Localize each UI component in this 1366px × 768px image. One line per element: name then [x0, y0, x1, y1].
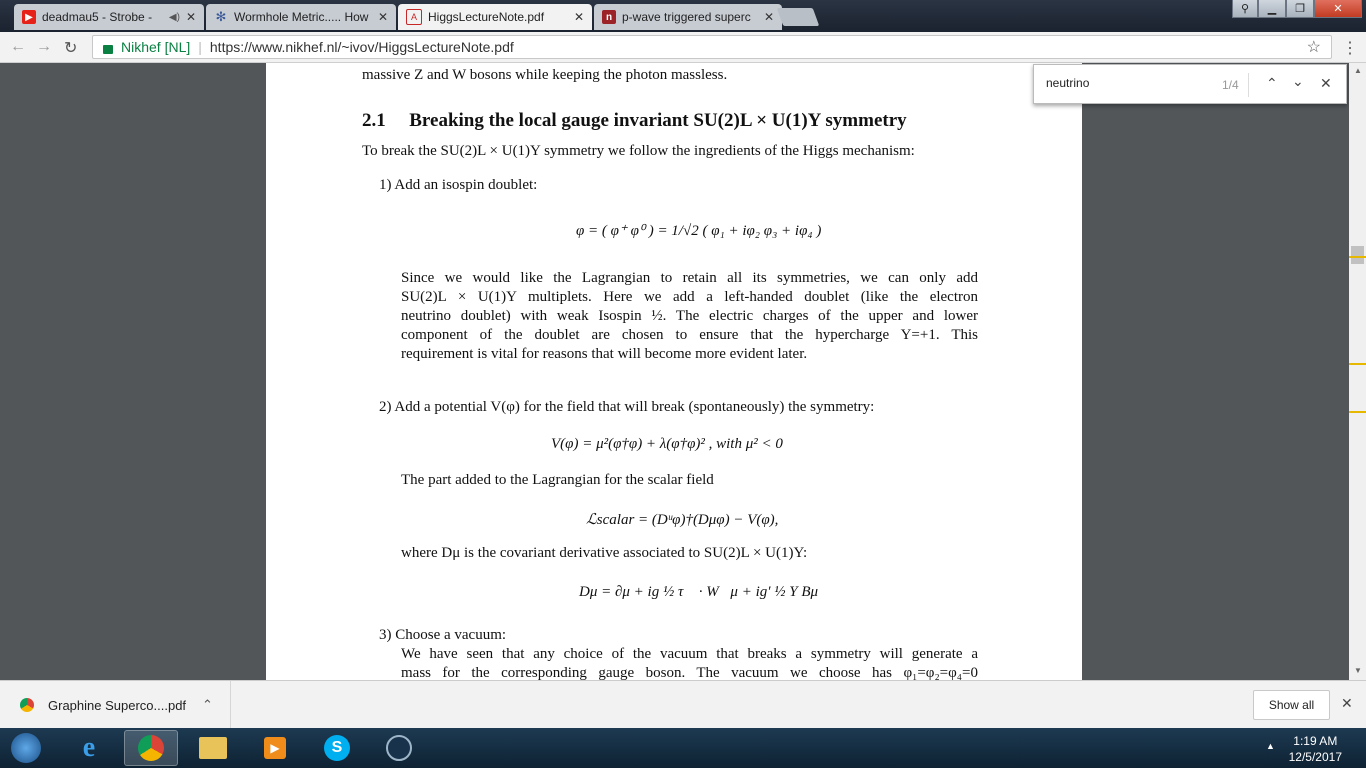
taskbar-skype[interactable]: [310, 730, 364, 766]
pdf-page: [266, 63, 1082, 680]
back-icon[interactable]: ←: [10, 38, 26, 55]
close-icon[interactable]: ✕: [185, 10, 196, 24]
section-number: 2.1: [362, 110, 386, 131]
tab-title: p-wave triggered superc: [622, 10, 751, 24]
menu-icon[interactable]: ⋮: [1342, 40, 1358, 57]
chrome-file-icon: [20, 698, 34, 712]
windows-logo-icon: [11, 733, 41, 763]
download-filename: Graphine Superco....pdf: [48, 697, 187, 713]
step-1-title: 1) Add an isospin doublet:: [379, 177, 538, 193]
divider: [1248, 73, 1249, 97]
chevron-down-icon[interactable]: ⌄: [1292, 73, 1304, 89]
scrollbar[interactable]: [1349, 63, 1366, 680]
scroll-down-icon[interactable]: ▼: [1354, 666, 1362, 675]
tab-pwave[interactable]: [594, 4, 782, 30]
new-tab-button[interactable]: [777, 8, 820, 26]
match-marker: [1349, 411, 1366, 413]
intro-tail: massive Z and W bosons while keeping the photon massless.: [362, 67, 728, 83]
internet-explorer-icon: e: [82, 732, 96, 763]
tab-youtube[interactable]: [14, 4, 204, 30]
show-all-button[interactable]: Show all: [1253, 690, 1330, 720]
taskbar: [0, 728, 1366, 768]
chrome-icon: [138, 735, 164, 761]
divider: |: [198, 39, 202, 55]
scroll-up-icon[interactable]: ▲: [1354, 66, 1362, 75]
text-line: neutrino doublet) with weak Isospin ½. The electric charges of the upper and lower: [401, 308, 978, 324]
close-icon[interactable]: ✕: [763, 10, 774, 24]
download-shelf: [0, 680, 1366, 729]
text-line: requirement is vital for reasons that will become more evident later.: [401, 346, 808, 362]
bookmark-star-icon[interactable]: ☆: [1306, 39, 1321, 56]
taskbar-chrome[interactable]: [124, 730, 178, 766]
equation-covariant: Dμ = ∂μ + ig ½ τ⃗ · W⃗μ + ig′ ½ Y Bμ: [579, 584, 819, 600]
tab-wormhole[interactable]: [206, 4, 396, 30]
match-marker: [1349, 256, 1366, 258]
n-icon: n: [602, 10, 616, 24]
media-player-icon: ▶: [264, 737, 286, 759]
reload-icon[interactable]: ↻: [64, 40, 78, 57]
close-window-button[interactable]: ✕: [1314, 0, 1362, 18]
tab-higgs-pdf[interactable]: [398, 4, 592, 30]
intro-paragraph: To break the SU(2)L × U(1)Y symmetry we follow the ingredients of the Higgs mechanism:: [362, 143, 915, 159]
youtube-icon: ▶: [22, 10, 36, 24]
text-line: We have seen that any choice of the vacuum that breaks a symmetry will generate a: [401, 646, 978, 662]
chevron-up-icon[interactable]: ⌃: [202, 697, 213, 712]
step-2-title: 2) Add a potential V(φ) for the field that will break (spontaneously) the symmetry:: [379, 399, 875, 415]
clock[interactable]: [1289, 733, 1342, 765]
taskbar-explorer[interactable]: [186, 730, 240, 766]
section-heading: [362, 110, 907, 132]
paragraph-covariant: where Dμ is the covariant derivative associated to SU(2)L × U(1)Y:: [401, 545, 808, 561]
text-line: component of the doublet are chosen to ensure that the hypercharge Y=+1. This: [401, 327, 978, 343]
close-icon[interactable]: ✕: [377, 10, 388, 24]
minimize-button[interactable]: ▁: [1258, 0, 1286, 18]
taskbar-steam[interactable]: [372, 730, 426, 766]
start-button[interactable]: [4, 730, 48, 766]
text-line: mass for the corresponding gauge boson. The vacuum we choose has φ₁=φ₂=φ₄=0: [401, 665, 978, 680]
audio-icon[interactable]: ◀): [168, 11, 180, 23]
text-line: Since we would like the Lagrangian to retain all its symmetries, we can only add: [401, 270, 978, 286]
clock-date: 12/5/2017: [1288, 750, 1342, 764]
find-input[interactable]: [1044, 75, 1208, 91]
equation-lagrangian: ℒscalar = (Dᵘφ)†(Dμφ) − V(φ),: [586, 512, 779, 528]
taskbar-ie[interactable]: [62, 730, 116, 766]
skype-icon: S: [324, 735, 350, 761]
paragraph-scalar-field: The part added to the Lagrangian for the scalar field: [401, 472, 714, 488]
tab-strip: [0, 0, 1366, 32]
scroll-thumb[interactable]: [1351, 246, 1364, 264]
user-icon[interactable]: ⚲: [1232, 0, 1258, 18]
address-bar[interactable]: [92, 35, 1332, 59]
folder-icon: [199, 737, 227, 759]
url-text[interactable]: https://www.nikhef.nl/~ivov/HiggsLectureNote.pdf: [209, 39, 514, 55]
close-icon[interactable]: ✕: [1341, 695, 1353, 711]
tab-title: deadmau5 - Strobe -: [42, 10, 153, 24]
lock-icon: [103, 45, 113, 54]
section-title: Breaking the local gauge invariant SU(2)L × U(1)Y symmetry: [409, 110, 907, 131]
clock-time: 1:19 AM: [1293, 734, 1338, 748]
step-3-title: 3) Choose a vacuum:: [379, 627, 507, 643]
equation-phi: φ = ( φ⁺ φ⁰ ) = 1/√2 ( φ₁ + iφ₂ φ₃ + iφ₄ ): [576, 223, 822, 239]
tab-title: HiggsLectureNote.pdf: [428, 10, 545, 24]
site-identity[interactable]: Nikhef [NL]: [121, 39, 191, 55]
tray-expand-icon[interactable]: ▲: [1266, 741, 1275, 751]
text-line: SU(2)L × U(1)Y multiplets. Here we add a left-handed doublet (like the electron: [401, 289, 978, 305]
pdf-icon: A: [406, 9, 422, 25]
equation-potential: V(φ) = μ²(φ†φ) + λ(φ†φ)² , with μ² < 0: [551, 436, 783, 452]
match-count: 1/4: [1222, 78, 1239, 92]
find-bar: [1033, 64, 1347, 104]
match-marker: [1349, 363, 1366, 365]
tab-title: Wormhole Metric..... How: [234, 10, 369, 24]
stackexchange-icon: ✻: [215, 9, 227, 24]
chevron-up-icon[interactable]: ⌃: [1266, 75, 1278, 91]
close-icon[interactable]: ✕: [1320, 75, 1332, 91]
steam-icon: [386, 735, 412, 761]
taskbar-media-player[interactable]: [248, 730, 302, 766]
download-item[interactable]: [0, 681, 231, 729]
maximize-button[interactable]: ❐: [1286, 0, 1314, 18]
forward-icon[interactable]: →: [36, 38, 52, 55]
close-icon[interactable]: ✕: [573, 10, 584, 24]
